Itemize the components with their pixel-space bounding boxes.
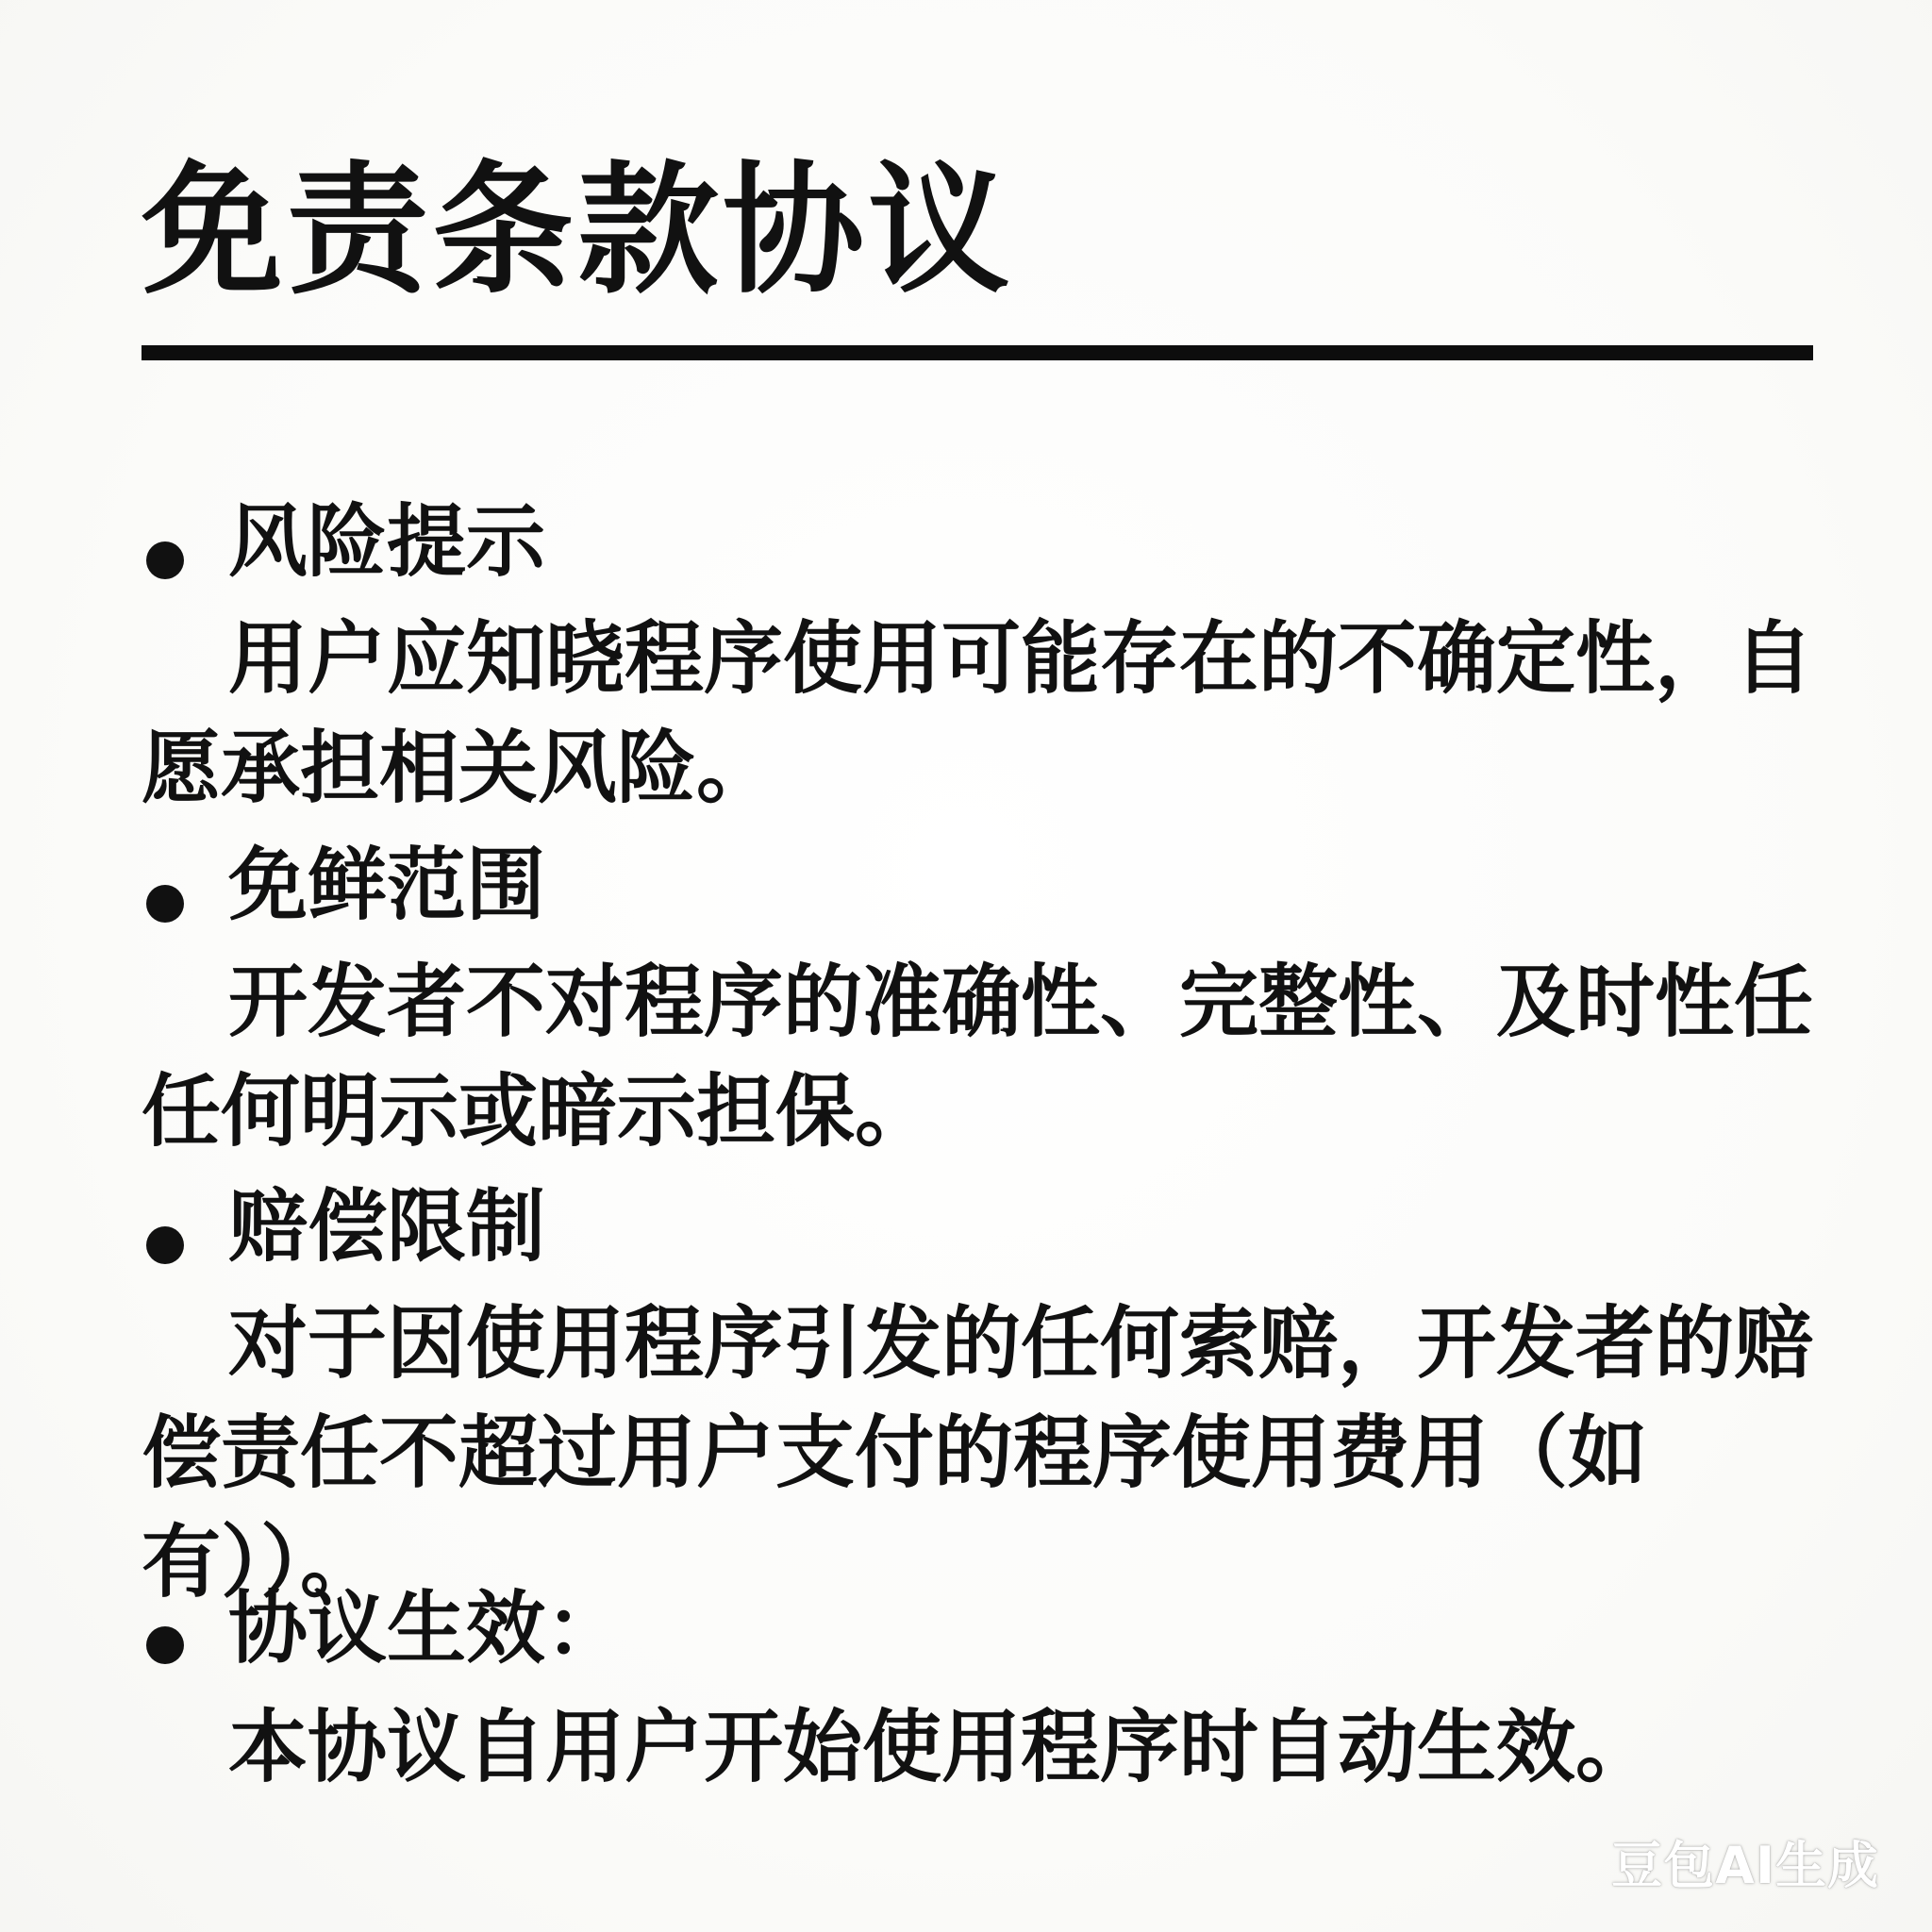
bullet-icon bbox=[146, 885, 184, 923]
section-body-compensation: 对于因使用程序引发的任何索赔，开发者的赔偿责任不超过用户支付的程序使用费用（如有））。 bbox=[142, 1297, 1814, 1608]
section-heading-effective: 协议生效： bbox=[228, 1582, 625, 1674]
section-body-scope: 开发者不对程序的准确性、完整性、及时性任任何明示或暗示担保。 bbox=[142, 956, 1814, 1158]
section-body-risk: 用户应知晓程序使用可能存在的不确定性，自愿承担相关风险。 bbox=[142, 612, 1814, 814]
ai-watermark: 豆包AI生成 bbox=[1611, 1836, 1879, 1895]
bullet-icon bbox=[146, 541, 184, 579]
section-heading-scope: 免鲜范围 bbox=[228, 839, 546, 931]
document-title: 免责条款协议 bbox=[142, 149, 1014, 313]
bullet-icon bbox=[146, 1226, 184, 1264]
bullet-icon bbox=[146, 1626, 184, 1664]
section-heading-risk: 风险提示 bbox=[228, 495, 546, 588]
title-divider bbox=[142, 345, 1813, 360]
section-body-effective: 本协议自用户开始使用程序时自动生效。 bbox=[228, 1701, 1656, 1793]
section-heading-compensation: 赔偿限制 bbox=[228, 1180, 546, 1273]
